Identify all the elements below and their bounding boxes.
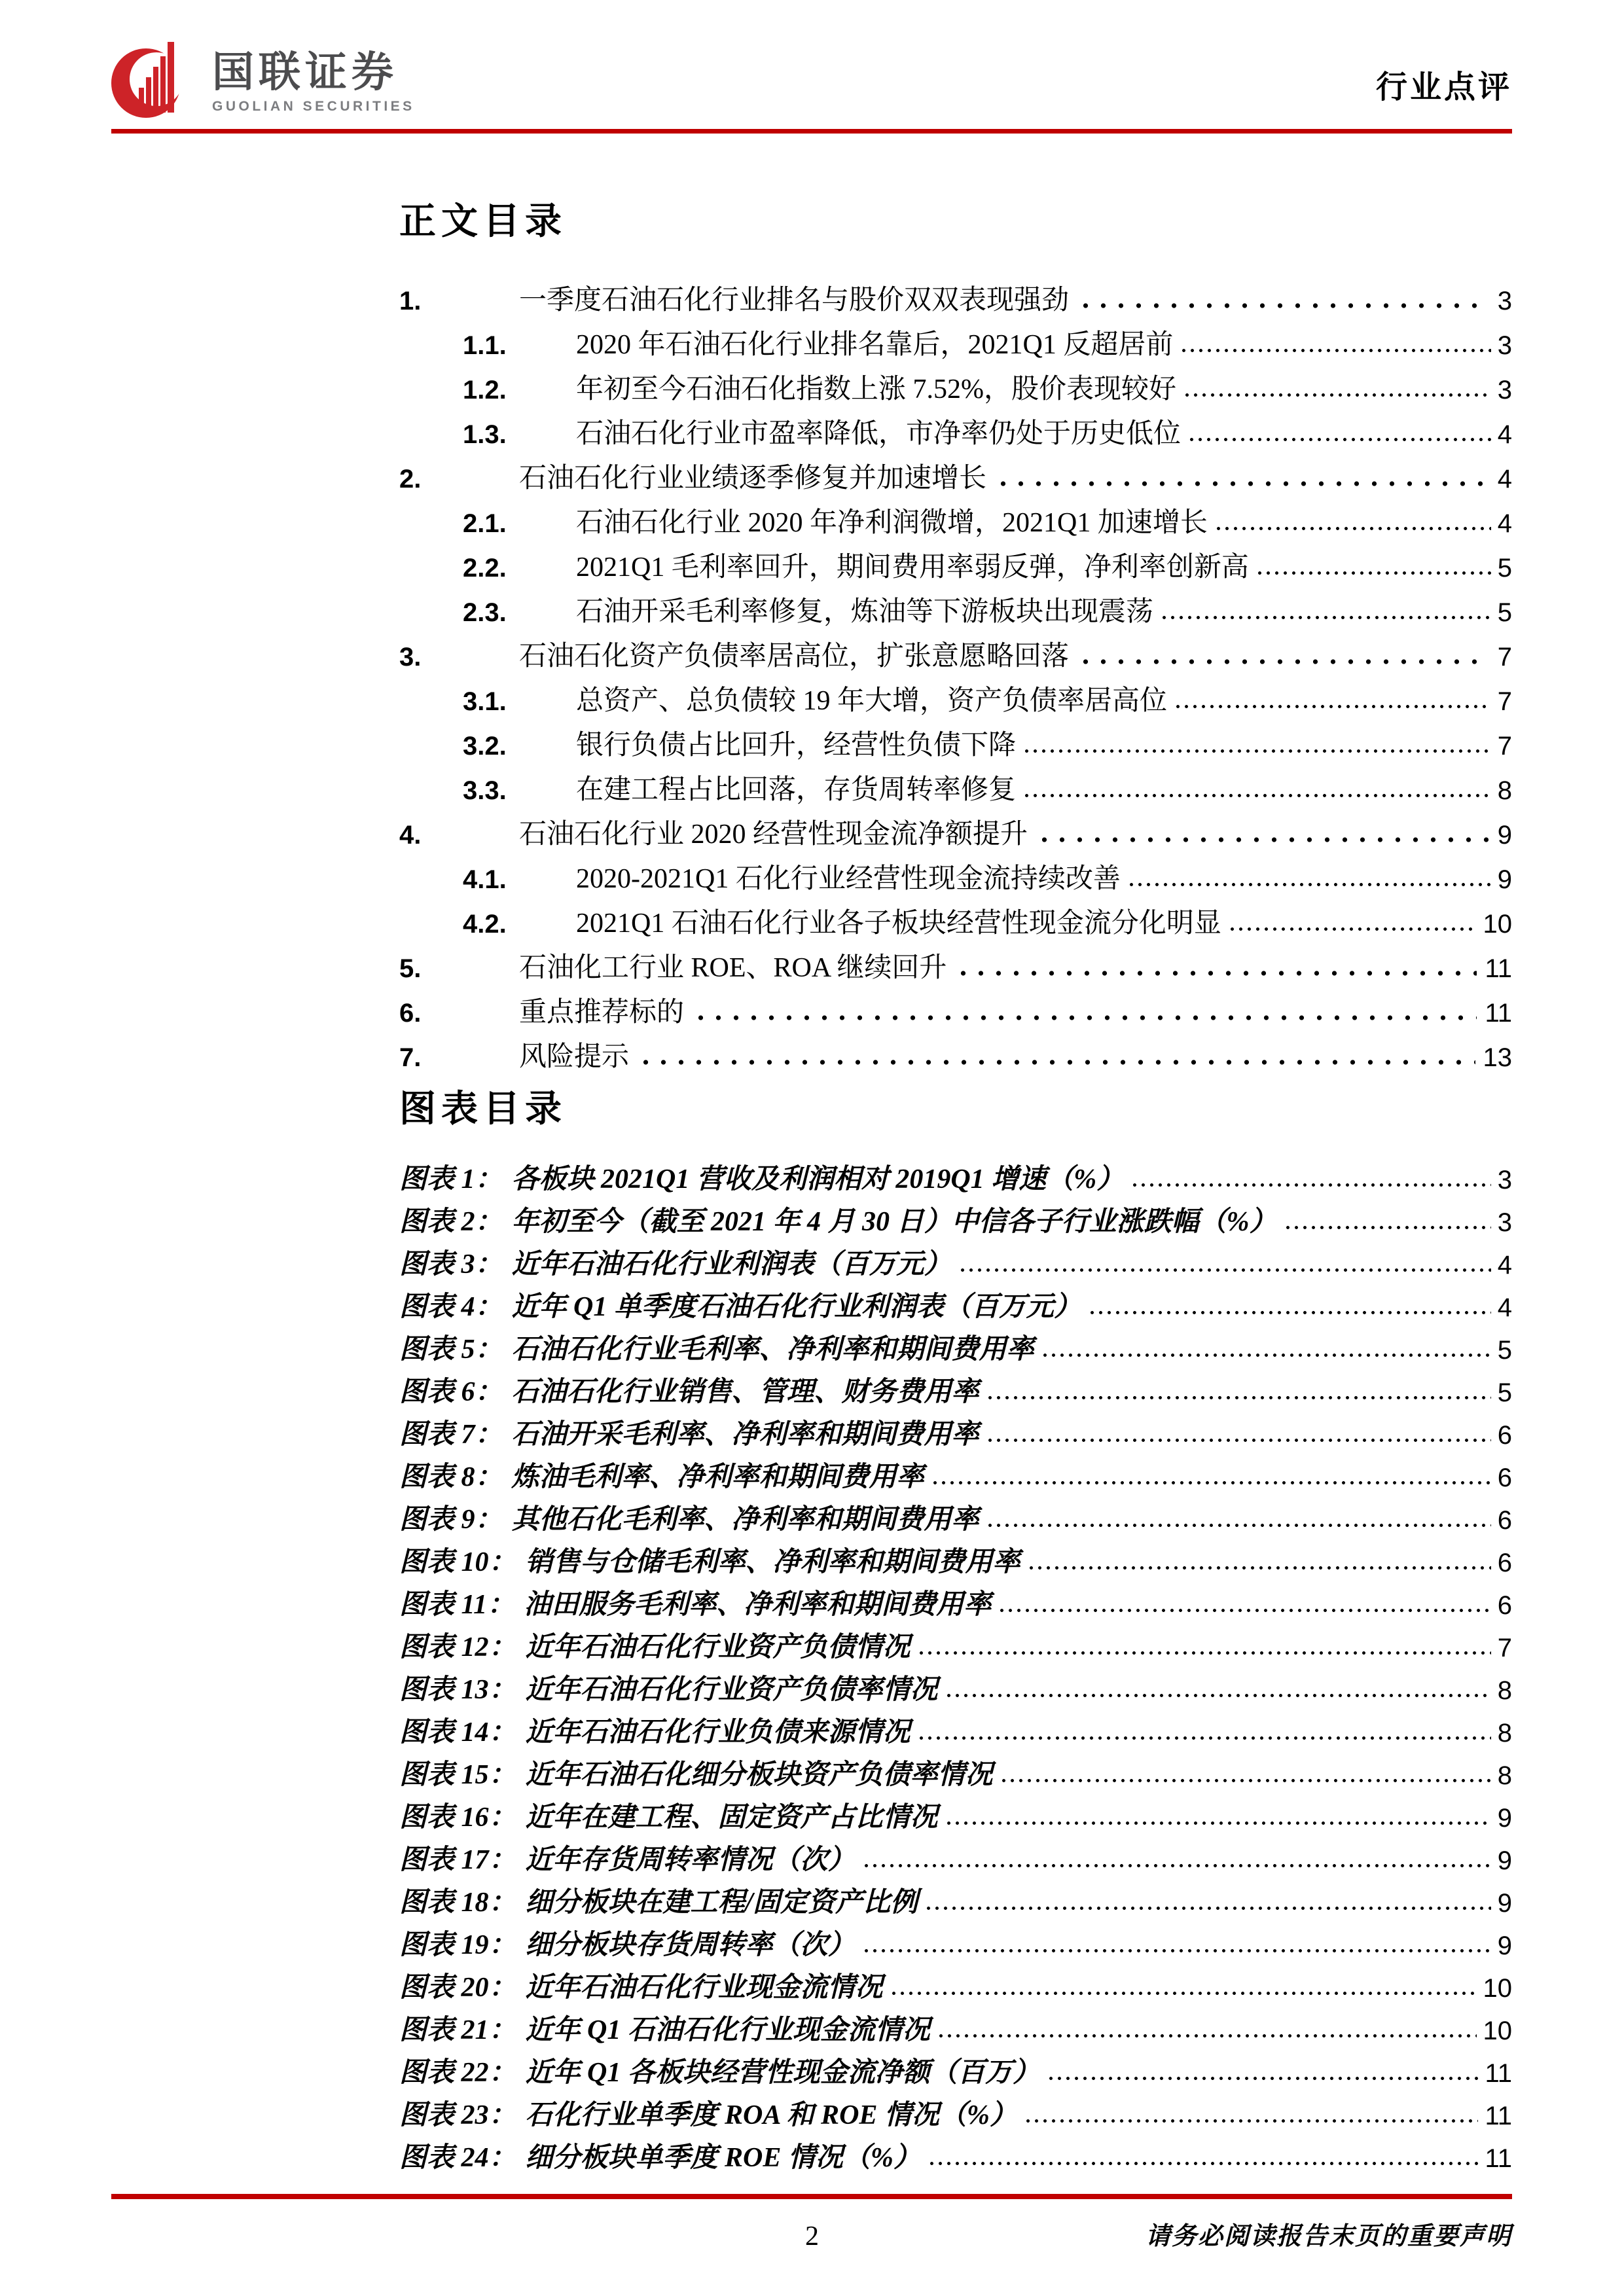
figure-entry-title: 其他石化毛利率、净利率和期间费用率 <box>511 1505 979 1535</box>
figure-entry-title: 近年石油石化行业利润表（百万元） <box>511 1249 952 1280</box>
figure-entries <box>399 1151 1512 2172</box>
figure-entry-page: 6 <box>1497 1549 1512 1578</box>
dot-leader <box>945 1693 1491 1698</box>
header-divider <box>111 129 1512 134</box>
figure-entry-page: 3 <box>1497 1166 1512 1195</box>
figure-entry-page: 11 <box>1485 2144 1512 2174</box>
figure-entry-page: 9 <box>1497 1889 1512 1918</box>
toc-entry-title: 石油石化行业市盈率降低，市净率仍处于历史低位 <box>576 419 1182 450</box>
dot-leader <box>994 480 1490 488</box>
dot-leader <box>1041 1352 1491 1358</box>
guolian-logo-icon <box>111 37 194 126</box>
figure-entry-page: 6 <box>1497 1421 1512 1450</box>
toc-entry-page: 13 <box>1483 1043 1512 1073</box>
figure-entry-page: 11 <box>1485 2059 1512 2089</box>
figure-entry-label: 图表 21： <box>399 2015 516 2046</box>
figure-entry-label: 图表 20： <box>399 1973 516 2003</box>
figure-entry-page: 4 <box>1497 1293 1512 1323</box>
dot-leader <box>1088 1310 1491 1316</box>
toc-entries <box>399 270 1512 1071</box>
toc-entry-title: 2020 年石油石化行业排名靠后，2021Q1 反超居前 <box>576 330 1174 361</box>
toc-entry-number: 3. <box>399 643 422 672</box>
toc-entry-page: 9 <box>1497 821 1512 850</box>
figure-entry[interactable] <box>399 1194 1512 1236</box>
toc-entry-page: 8 <box>1497 776 1512 806</box>
figure-entry[interactable] <box>399 2130 1512 2172</box>
toc-entry-number: 2.2. <box>463 554 507 583</box>
figure-entry[interactable] <box>399 1449 1512 1492</box>
figure-entry-label: 图表 12： <box>399 1632 516 1663</box>
figure-entry-page: 5 <box>1497 1378 1512 1408</box>
dot-leader <box>1027 1565 1491 1571</box>
figure-entry-title: 年初至今（截至 2021 年 4 月 30 日）中信各子行业涨跌幅（%） <box>511 1207 1277 1238</box>
figure-entry-label: 图表 11： <box>399 1590 515 1621</box>
dot-leader <box>958 1267 1491 1273</box>
figure-entry-page: 8 <box>1497 1719 1512 1748</box>
figure-entry-title: 各板块 2021Q1 营收及利润相对 2019Q1 增速（%） <box>511 1164 1125 1195</box>
figure-entry[interactable] <box>399 1874 1512 1917</box>
toc-entry[interactable] <box>399 849 1512 893</box>
figure-entry-page: 6 <box>1497 1591 1512 1621</box>
dot-leader <box>1130 1182 1491 1188</box>
figure-entry-title: 销售与仓储毛利率、净利率和期间费用率 <box>525 1547 1020 1578</box>
toc-entry[interactable] <box>399 982 1512 1027</box>
figure-entry[interactable] <box>399 1789 1512 1832</box>
toc-entry[interactable] <box>399 315 1512 359</box>
dot-leader <box>862 1948 1491 1954</box>
toc-entry[interactable] <box>399 715 1512 760</box>
figure-entry-title: 近年石油石化行业资产负债率情况 <box>525 1675 938 1706</box>
toc-entry-number: 1. <box>399 287 422 316</box>
figure-entry-label: 图表 24： <box>399 2143 516 2174</box>
dot-leader <box>1077 302 1490 310</box>
toc-entry-title: 石油开采毛利率修复，炼油等下游板块出现震荡 <box>576 597 1154 628</box>
dot-leader <box>945 1820 1491 1826</box>
toc-entry[interactable] <box>399 1027 1512 1071</box>
dot-leader <box>1228 926 1477 932</box>
toc-entry-page: 3 <box>1497 287 1512 316</box>
toc-entry-number: 2.3. <box>463 598 507 628</box>
figure-entry[interactable] <box>399 2002 1512 2045</box>
dot-leader <box>1022 748 1491 754</box>
toc-entry-page: 7 <box>1497 732 1512 761</box>
dot-leader <box>1127 882 1491 888</box>
dot-leader <box>1255 570 1491 576</box>
figure-entry-label: 图表 22： <box>399 2058 516 2089</box>
figure-entry[interactable] <box>399 2045 1512 2087</box>
dot-leader <box>998 1607 1491 1613</box>
dot-leader <box>1284 1225 1491 1230</box>
figure-entry-page: 3 <box>1497 1208 1512 1238</box>
toc-entry-number: 3.1. <box>463 687 507 717</box>
figure-entry[interactable] <box>399 1704 1512 1747</box>
figure-entry-title: 细分板块单季度 ROE 情况（%） <box>525 2143 921 2174</box>
figure-entry-title: 近年 Q1 单季度石油石化行业利润表（百万元） <box>511 1292 1081 1323</box>
page-number: 2 <box>805 2221 819 2251</box>
figure-entry-page: 9 <box>1497 1931 1512 1961</box>
toc-entry[interactable] <box>399 938 1512 982</box>
toc-entry[interactable] <box>399 537 1512 582</box>
figure-entry-page: 4 <box>1497 1251 1512 1280</box>
figure-entry-label: 图表 5： <box>399 1335 503 1365</box>
toc-entry[interactable] <box>399 493 1512 537</box>
toc-entry-title: 2020-2021Q1 石化行业经营性现金流持续改善 <box>576 864 1121 895</box>
figure-entry-page: 11 <box>1485 2102 1512 2131</box>
figure-entry-title: 石油开采毛利率、净利率和期间费用率 <box>511 1420 979 1450</box>
dot-leader <box>692 1014 1477 1022</box>
figure-entry[interactable] <box>399 1917 1512 1960</box>
figure-entry-title: 近年 Q1 石油石化行业现金流情况 <box>525 2015 930 2046</box>
dot-leader <box>862 1863 1491 1869</box>
figure-entry-label: 图表 8： <box>399 1462 503 1493</box>
toc-entry[interactable] <box>399 404 1512 448</box>
toc-entry-title: 石油石化行业 2020 年净利润微增，2021Q1 加速增长 <box>576 508 1208 539</box>
toc-entry-number: 4. <box>399 821 422 850</box>
figure-entry-page: 10 <box>1483 1974 1512 2003</box>
dot-leader <box>924 1905 1491 1911</box>
figure-entry-title: 细分板块在建工程/固定资产比例 <box>525 1888 918 1918</box>
logo-bars-shape <box>139 42 174 113</box>
toc-entry-number: 1.2. <box>463 376 507 405</box>
toc-entry-page: 7 <box>1497 687 1512 717</box>
figure-entry-title: 细分板块存货周转率（次） <box>525 1930 856 1961</box>
figure-entry-label: 图表 9： <box>399 1505 503 1535</box>
toc-entry-page: 3 <box>1497 331 1512 361</box>
toc-title: 正文目录 <box>399 202 567 242</box>
toc-entry-number: 4.1. <box>463 865 507 895</box>
toc-entry-number: 3.2. <box>463 732 507 761</box>
figure-entry-title: 近年在建工程、固定资产占比情况 <box>525 1803 938 1833</box>
figure-entry-page: 5 <box>1497 1336 1512 1365</box>
figure-entry-label: 图表 6： <box>399 1377 503 1408</box>
figure-entry[interactable] <box>399 1151 1512 1194</box>
dot-leader <box>637 1058 1475 1066</box>
figure-entry-page: 10 <box>1483 2017 1512 2046</box>
dot-leader <box>1024 2118 1479 2124</box>
toc-entry-title: 石油石化行业业绩逐季修复并加速增长 <box>519 463 987 494</box>
figure-entry-label: 图表 10： <box>399 1547 516 1578</box>
brand-name-cn: 国联证券 <box>212 48 398 96</box>
figure-entry-label: 图表 13： <box>399 1675 516 1706</box>
figure-entry-title: 近年石油石化行业现金流情况 <box>525 1973 883 2003</box>
footer-divider <box>111 2194 1512 2199</box>
figure-entry-label: 图表 3： <box>399 1249 503 1280</box>
figure-entry-title: 近年石油石化行业资产负债情况 <box>525 1632 911 1663</box>
toc-entry-number: 7. <box>399 1043 422 1073</box>
figure-entry-title: 近年石油石化行业负债来源情况 <box>525 1717 911 1748</box>
dot-leader <box>931 1480 1491 1486</box>
figure-entry[interactable] <box>399 1662 1512 1704</box>
toc-entry-page: 4 <box>1497 509 1512 539</box>
dot-leader <box>1077 658 1490 666</box>
figures-section <box>399 1088 1512 2172</box>
figure-entry[interactable] <box>399 1279 1512 1321</box>
brand-text <box>212 37 415 113</box>
dot-leader <box>928 2161 1479 2166</box>
dot-leader <box>1214 526 1491 531</box>
toc-entry[interactable] <box>399 582 1512 626</box>
figure-entry[interactable] <box>399 2087 1512 2130</box>
toc-section <box>399 200 1512 1071</box>
toc-entry-title: 一季度石油石化行业排名与股价双双表现强劲 <box>519 285 1070 316</box>
toc-entry-page: 9 <box>1497 865 1512 895</box>
toc-entry[interactable] <box>399 893 1512 938</box>
figure-entry-label: 图表 18： <box>399 1888 516 1918</box>
figure-entry-page: 9 <box>1497 1846 1512 1876</box>
toc-entry-page: 11 <box>1485 999 1512 1028</box>
figure-entry-label: 图表 4： <box>399 1292 503 1323</box>
figure-entry-title: 石油石化行业销售、管理、财务费用率 <box>511 1377 979 1408</box>
figure-entry[interactable] <box>399 1534 1512 1577</box>
toc-entry-number: 6. <box>399 999 422 1028</box>
toc-entry-number: 1.3. <box>463 420 507 450</box>
figure-entry-label: 图表 2： <box>399 1207 503 1238</box>
toc-entry-title: 石油石化资产负债率居高位，扩张意愿略回落 <box>519 641 1070 672</box>
figure-entry-label: 图表 23： <box>399 2100 516 2131</box>
brand-name-en: GUOLIAN SECURITIES <box>212 99 415 114</box>
toc-entry-number: 4.2. <box>463 910 507 939</box>
toc-entry-title: 银行负债占比回升，经营性负债下降 <box>576 730 1017 761</box>
figure-entry-page: 8 <box>1497 1761 1512 1791</box>
figure-entry-title: 近年 Q1 各板块经营性现金流净额（百万） <box>525 2058 1040 2089</box>
toc-entry-number: 1.1. <box>463 331 507 361</box>
toc-entry-page: 4 <box>1497 465 1512 494</box>
figure-entry-page: 6 <box>1497 1463 1512 1493</box>
toc-entry-title: 2021Q1 毛利率回升，期间费用率弱反弹，净利率创新高 <box>576 552 1249 583</box>
dot-leader <box>1187 437 1491 442</box>
dot-leader <box>986 1522 1491 1528</box>
figure-entry-title: 油田服务毛利率、净利率和期间费用率 <box>524 1590 992 1621</box>
toc-entry-page: 3 <box>1497 376 1512 405</box>
dot-leader <box>937 2033 1477 2039</box>
toc-entry[interactable] <box>399 359 1512 404</box>
figure-entry-label: 图表 19： <box>399 1930 516 1961</box>
toc-entry-page: 5 <box>1497 598 1512 628</box>
figure-entry[interactable] <box>399 1619 1512 1662</box>
dot-leader <box>1036 836 1490 844</box>
dot-leader <box>986 1437 1491 1443</box>
dot-leader <box>1047 2075 1479 2081</box>
figure-entry-label: 图表 16： <box>399 1803 516 1833</box>
toc-entry-title: 2021Q1 石油石化行业各子板块经营性现金流分化明显 <box>576 908 1221 939</box>
figure-entry-title: 石化行业单季度 ROA 和 ROE 情况（%） <box>525 2100 1017 2131</box>
dot-leader <box>986 1395 1491 1401</box>
figure-entry-title: 近年石油石化细分板块资产负债率情况 <box>525 1760 993 1791</box>
toc-entry-number: 2.1. <box>463 509 507 539</box>
figure-entry[interactable] <box>399 1747 1512 1789</box>
toc-entry-title: 年初至今石油石化指数上涨 7.52%，股价表现较好 <box>576 374 1176 405</box>
dot-leader <box>1160 615 1491 620</box>
toc-entry-title: 石油石化行业 2020 经营性现金流净额提升 <box>519 819 1028 850</box>
figure-entry-title: 近年存货周转率情况（次） <box>525 1845 856 1876</box>
dot-leader <box>917 1650 1491 1656</box>
figure-entry[interactable] <box>399 1321 1512 1364</box>
toc-entry-title: 总资产、总负债较 19 年大增，资产负债率居高位 <box>576 686 1168 717</box>
toc-entry-title: 石油化工行业 ROE、ROA 继续回升 <box>519 953 947 984</box>
toc-entry[interactable] <box>399 626 1512 671</box>
toc-entry-page: 4 <box>1497 420 1512 450</box>
figure-entry[interactable] <box>399 1407 1512 1449</box>
figure-entry-page: 8 <box>1497 1676 1512 1706</box>
figure-entry-label: 图表 14： <box>399 1717 516 1748</box>
figure-entry-page: 7 <box>1497 1634 1512 1663</box>
dot-leader <box>1022 793 1491 798</box>
figure-entry[interactable] <box>399 1577 1512 1619</box>
report-type-label: 行业点评 <box>1375 70 1512 105</box>
figure-entry[interactable] <box>399 1236 1512 1279</box>
figure-entry-label: 图表 17： <box>399 1845 516 1876</box>
dot-leader <box>1000 1778 1491 1784</box>
brand-logo <box>111 37 415 126</box>
toc-entry-page: 5 <box>1497 554 1512 583</box>
toc-entry[interactable] <box>399 671 1512 715</box>
toc-entry[interactable] <box>399 270 1512 315</box>
figure-entry-label: 图表 7： <box>399 1420 503 1450</box>
dot-leader <box>890 1990 1477 1996</box>
toc-entry-title: 风险提示 <box>519 1042 630 1073</box>
toc-entry-number: 3.3. <box>463 776 507 806</box>
toc-entry-title: 重点推荐标的 <box>519 997 685 1028</box>
figure-entry-page: 6 <box>1497 1506 1512 1535</box>
dot-leader <box>1183 392 1491 398</box>
toc-entry[interactable] <box>399 804 1512 849</box>
figure-entry[interactable] <box>399 1960 1512 2002</box>
figure-entry[interactable] <box>399 1832 1512 1874</box>
figures-title: 图表目录 <box>399 1089 567 1130</box>
figure-entry-label: 图表 15： <box>399 1760 516 1791</box>
figure-entry-page: 9 <box>1497 1804 1512 1833</box>
toc-entry-number: 2. <box>399 465 422 494</box>
toc-entry-page: 11 <box>1485 954 1512 984</box>
figure-entry-title: 石油石化行业毛利率、净利率和期间费用率 <box>511 1335 1034 1365</box>
toc-entry-page: 7 <box>1497 643 1512 672</box>
toc-entry[interactable] <box>399 448 1512 493</box>
figure-entry-title: 炼油毛利率、净利率和期间费用率 <box>511 1462 924 1493</box>
dot-leader <box>1174 704 1491 709</box>
dot-leader <box>1180 348 1490 353</box>
figure-entry[interactable] <box>399 1492 1512 1534</box>
footer-disclaimer: 请务必阅读报告末页的重要声明 <box>1145 2223 1512 2250</box>
dot-leader <box>917 1735 1491 1741</box>
figure-entry-label: 图表 1： <box>399 1164 503 1195</box>
figure-entry[interactable] <box>399 1364 1512 1407</box>
toc-entry[interactable] <box>399 760 1512 804</box>
toc-entry-number: 5. <box>399 954 422 984</box>
dot-leader <box>954 969 1477 977</box>
toc-entry-title: 在建工程占比回落，存货周转率修复 <box>576 775 1017 806</box>
toc-entry-page: 10 <box>1483 910 1512 939</box>
